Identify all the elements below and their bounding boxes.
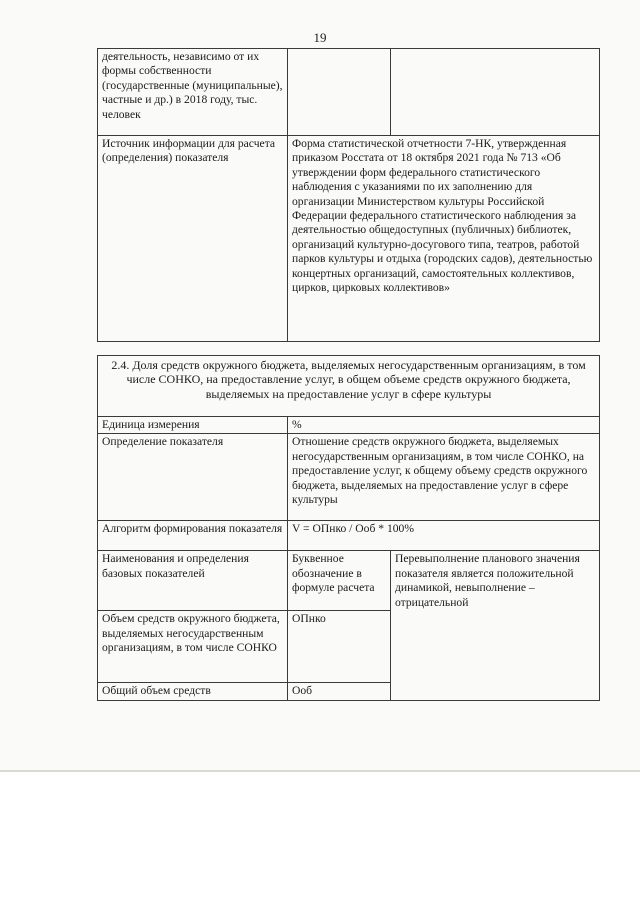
table-row	[98, 49, 600, 136]
cell-empty	[288, 49, 391, 136]
base-header-name: Наименования и определения базовых показателей	[98, 551, 288, 611]
definition-label: Определение показателя	[98, 434, 288, 521]
table-row	[98, 434, 600, 521]
evaluation-note: Перевыполнение планового значения показателя является положительной динамикой, невыполнение – отрицательной	[391, 551, 600, 700]
cell-empty	[391, 49, 600, 136]
indicator-table-2-4	[97, 355, 600, 701]
base-row-name: Объем средств окружного бюджета, выделяемых негосударственным организациям, в том числе СОНКО	[98, 611, 288, 683]
table-row	[98, 356, 600, 417]
cell-source-label: Источник информации для расчета (определения) показателя	[98, 136, 288, 342]
table-row	[98, 521, 600, 551]
table-row	[98, 417, 600, 434]
cell-source-value: Форма статистической отчетности 7-НК, утвержденная приказом Росстата от 18 октября 2021 года № 713 «Об утверждении форм федерального статистического наблюдения с указаниями по их заполнению для организации Министерством культуры Российской Федерации федерального статистического наблюдения за деятельностью общедоступных (публичных) библиотек, организаций культурно-досугового типа, театров, работой парков культуры и отдыха (городских садов), деятельностью концертных организаций, самостоятельных коллективов, цирков, цирковых коллективов»	[288, 136, 600, 342]
base-row-name: Общий объем средств	[98, 683, 288, 700]
algorithm-label: Алгоритм формирования показателя	[98, 521, 288, 551]
definition-value: Отношение средств окружного бюджета, выделяемых негосударственным организациям, в том числе СОНКО, на предоставление услуг, к общему объему средств окружного бюджета, выделяемых на предоставление услуг в сфере культуры	[288, 434, 600, 521]
unit-label: Единица измерения	[98, 417, 288, 434]
base-header-designation: Буквенное обозначение в формуле расчета	[288, 551, 391, 611]
base-row-designation: ОПнко	[288, 611, 391, 683]
indicator-title: 2.4. Доля средств окружного бюджета, выделяемых негосударственным организациям, в том числе СОНКО, на предоставление услуг, в общем объеме средств окружного бюджета, выделяемых на предоставление услуг в сфере культуры	[98, 356, 600, 417]
algorithm-formula: V = ОПнко / Ооб * 100%	[288, 521, 600, 551]
page-number: 19	[313, 30, 327, 45]
table-row	[98, 136, 600, 342]
cell-population-description: деятельность, независимо от их формы собственности (государственные (муниципальные), частные и др.) в 2018 году, тыс. человек	[98, 49, 288, 136]
indicator-table-continued	[97, 48, 600, 342]
scan-edge	[0, 770, 640, 772]
table-row	[98, 551, 600, 611]
unit-value: %	[288, 417, 600, 434]
base-row-designation: Ооб	[288, 683, 391, 700]
